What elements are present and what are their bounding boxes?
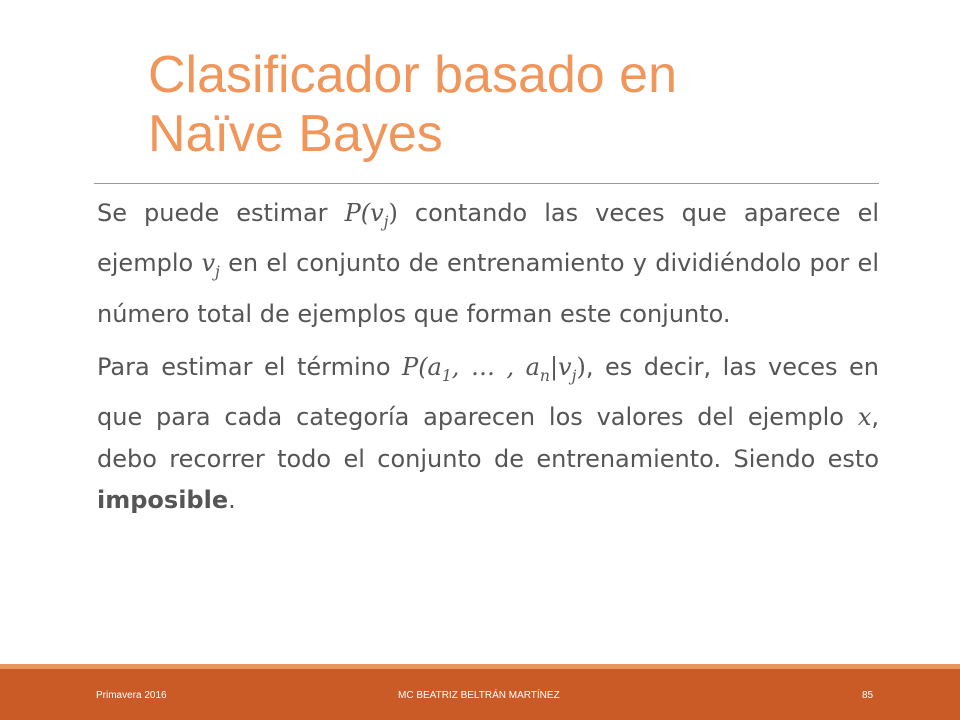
title-line-2: Naïve Bayes	[148, 105, 443, 163]
formula-p-vj-close: )	[388, 199, 398, 227]
formula-close: )	[576, 353, 586, 382]
formula-ellipsis: , … , a	[451, 353, 540, 382]
title-line-1: Clasificador basado en	[148, 46, 677, 104]
formula-sub-n: n	[539, 366, 550, 385]
formula-x: x	[857, 403, 872, 432]
p2-text-4: .	[228, 486, 236, 515]
formula-sub-j: j	[571, 366, 577, 385]
p1-text-2: contando las veces que aparece el ejemplo	[97, 199, 879, 278]
title-divider	[94, 183, 879, 184]
p2-text-2: , es decir, las veces en que para cada categoría aparecen los valores del ejemplo	[97, 353, 879, 432]
p2-text-1: Para estimar el término	[97, 353, 403, 382]
p2-text-3: , debo recorrer todo el conjunto de entrenamiento. Siendo esto	[97, 403, 879, 473]
footer-bar	[0, 664, 960, 720]
formula-sub-1: 1	[441, 366, 452, 385]
slide-body	[97, 193, 879, 522]
formula-p-vj	[344, 199, 398, 231]
p1-text-1: Se puede estimar	[97, 199, 345, 227]
formula-vj-base: v	[201, 249, 216, 278]
footer-accent-strip	[0, 664, 960, 669]
footer-author: MC BEATRIZ BELTRÁN MARTÍNEZ	[398, 690, 560, 701]
slide-title	[148, 46, 928, 164]
formula-a-open: P(a	[402, 353, 442, 382]
paragraph-2	[97, 347, 879, 522]
formula-vj-sub: j	[215, 263, 220, 282]
formula-p-a-given-vj	[402, 353, 586, 385]
paragraph-1	[97, 193, 879, 335]
formula-vj	[201, 249, 220, 282]
emphasis-imposible: imposible	[97, 486, 229, 515]
footer-date: Primavera 2016	[96, 690, 167, 701]
slide-number: 85	[862, 690, 874, 701]
p1-text-3: en el conjunto de entrenamiento y dividiéndolo por el número total de ejemplos que forman este conjunto.	[97, 249, 879, 328]
formula-p-vj-sub: j	[383, 212, 389, 231]
formula-given: |v	[549, 353, 572, 382]
formula-p-vj-base: P(v	[344, 199, 384, 227]
